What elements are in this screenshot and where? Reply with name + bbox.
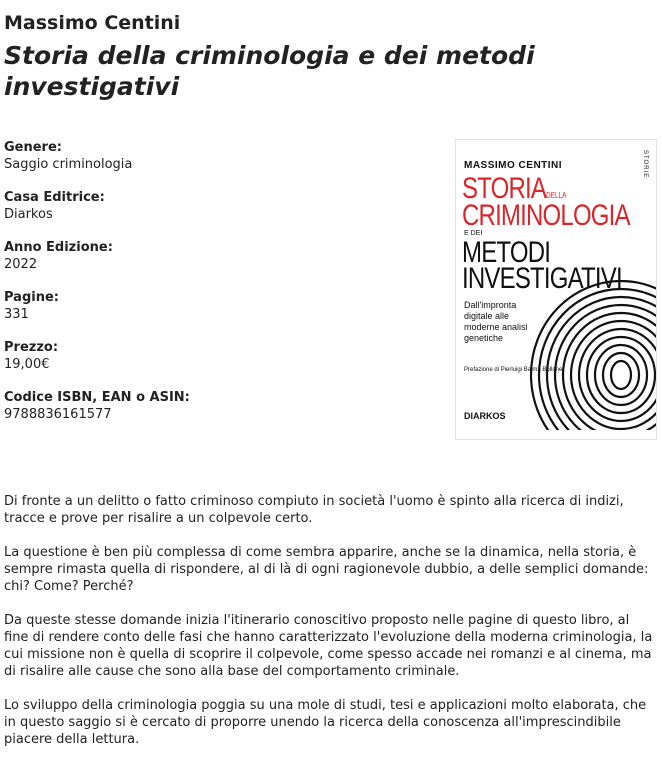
cover-title-small: E DEI — [464, 230, 483, 237]
cover-title-line: INVESTIGATIVI — [462, 262, 622, 295]
detail-label: Genere: — [4, 140, 62, 155]
cover-subtitle: Dall'impronta digitale alle moderne analisi genetiche — [464, 300, 528, 343]
cover-publisher: DIARKOS — [464, 411, 506, 421]
cover-title-line: METODI — [462, 236, 551, 269]
detail-value: 2022 — [4, 257, 38, 272]
detail-isbn — [4, 390, 424, 423]
detail-label: Casa Editrice: — [4, 190, 105, 205]
detail-label: Codice ISBN, EAN o ASIN: — [4, 390, 190, 405]
detail-label: Pagine: — [4, 290, 59, 305]
detail-value: 19,00€ — [4, 357, 50, 372]
detail-anno-edizione — [4, 240, 424, 273]
description-paragraph: Lo sviluppo della criminologia poggia su una mole di studi, tesi e applicazioni molto elaborata, che in questo saggio si è cercato di proporre unendo la ricerca della conoscenza all'imprescindibile piacere della lettura. — [4, 698, 647, 747]
detail-value: Diarkos — [4, 207, 53, 222]
detail-label: Anno Edizione: — [4, 240, 113, 255]
cover-preface: Prefazione di Pierluigi Baima Bollone — [464, 367, 563, 373]
description-paragraph: Di fronte a un delitto o fatto criminoso compiuto in società l'uomo è spinto alla ricerca di indizi, tracce e prove per risalire a un colpevole certo. — [4, 494, 624, 526]
book-cover-image — [455, 139, 657, 440]
detail-label: Prezzo: — [4, 340, 59, 355]
book-description — [4, 493, 656, 765]
detail-genere — [4, 140, 424, 173]
description-paragraph: La questione è ben più complessa di come sembra apparire, anche se la dinamica, nella storia, è sempre rimasta quella di rispondere, al di là di ogni ragionevole dubbio, a delle semplici domande: chi? Come? Perché? — [4, 545, 649, 594]
detail-pagine — [4, 290, 424, 323]
detail-value: 331 — [4, 307, 29, 322]
detail-value: 9788836161577 — [4, 407, 112, 422]
cover-title-small: DELLA — [546, 191, 567, 200]
cover-title-word: STORIA — [462, 172, 547, 205]
cover-series: STORIE — [642, 150, 648, 179]
detail-casa-editrice — [4, 190, 424, 223]
fingerprint-icon — [521, 280, 657, 430]
detail-value: Saggio criminologia — [4, 157, 133, 172]
description-paragraph: Da queste stesse domande inizia l'itinerario conoscitivo proposto nelle pagine di questo libro, al fine di rendere conto delle fasi che hanno caratterizzato l'evoluzione della moderna criminologia, la cui missione non è quella di scoprire il colpevole, come spesso accade nei romanzi e al cinema, ma di risalire alle cause che sono alla base del comportamento criminale. — [4, 613, 653, 679]
book-author: Massimo Centini — [4, 12, 181, 34]
book-title: Storia della criminologia e dei metodi investigativi — [4, 41, 535, 101]
cover-author: MASSIMO CENTINI — [464, 160, 563, 171]
cover-title-line: CRIMINOLOGIA — [462, 199, 630, 232]
detail-prezzo — [4, 340, 424, 373]
book-details — [4, 140, 424, 440]
